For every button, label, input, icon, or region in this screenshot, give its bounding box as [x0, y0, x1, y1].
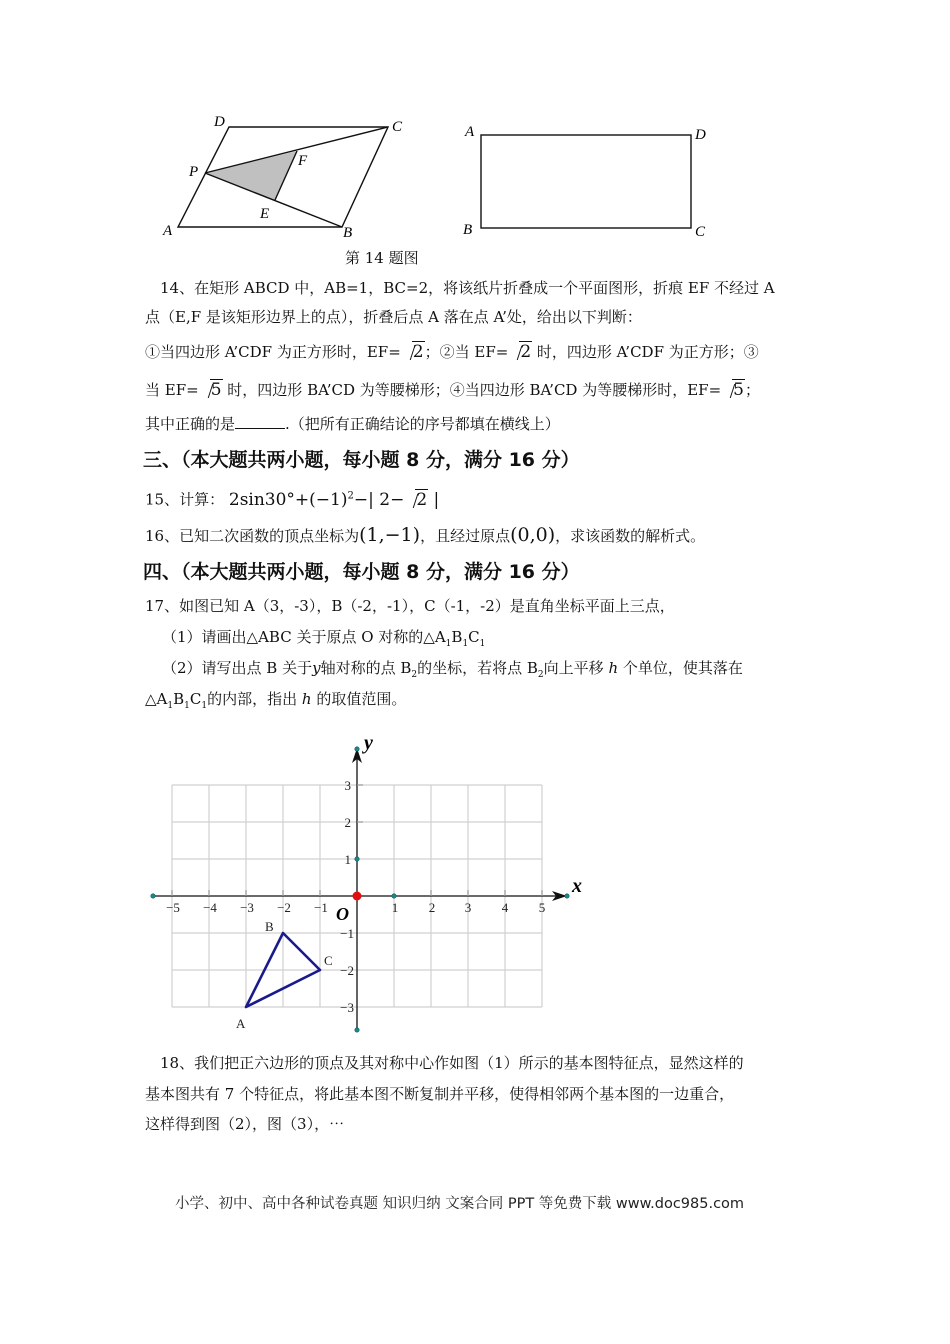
sqrt-2: 2 — [510, 342, 532, 362]
q18-line3: 这样得到图（2），图（3），⋯ — [145, 1115, 345, 1133]
label-D: D — [214, 114, 225, 130]
q17-part1: （1）请画出△ABC 关于原点 O 对称的$\triangle A_1B_1C_1$ — [162, 628, 486, 649]
q14-line1: 14、在矩形 ABCD 中，AB=1，BC=2，将该纸片折叠成一个平面图形，折痕 EF 不经过 A — [160, 279, 775, 297]
origin-point — [353, 892, 362, 901]
x-axis-label: x — [572, 875, 582, 897]
rect-label-D: D — [695, 127, 706, 143]
q18-line2: 基本图共有 7 个特征点，将此基本图不断复制并平移，使得相邻两个基本图的一边重合， — [145, 1085, 735, 1103]
svg-text:3: 3 — [464, 900, 472, 915]
label-C: C — [392, 119, 403, 135]
q18-line1: 18、我们把正六边形的顶点及其对称中心作如图（1）所示的基本图特征点，显然这样的 — [160, 1054, 744, 1072]
svg-text:3: 3 — [344, 778, 351, 793]
point-label-C: C — [324, 953, 333, 968]
svg-text:2: 2 — [344, 815, 351, 830]
svg-text:1: 1 — [344, 852, 351, 867]
svg-text:−1: −1 — [340, 926, 354, 941]
point-label-A: A — [236, 1016, 246, 1031]
svg-text:−4: −4 — [203, 900, 217, 915]
svg-text:−1: −1 — [314, 900, 328, 915]
svg-text:−2: −2 — [340, 963, 354, 978]
svg-text:1: 1 — [391, 900, 399, 915]
figure-14-parallelogram — [0, 0, 950, 260]
label-B: B — [343, 225, 353, 241]
y-axis-label: y — [364, 732, 373, 754]
svg-text:−2: −2 — [277, 900, 291, 915]
q16: 16、已知二次函数的顶点坐标为(1,−1)，且经过原点(0,0)，求该函数的解析式。 — [145, 524, 706, 546]
q14-line4: 当 EF= 5 时，四边形 BA’CD 为等腰梯形；④当四边形 BA’CD 为等腰梯形时，EF= 5； — [145, 380, 760, 400]
label-A: A — [163, 223, 173, 239]
sqrt-2: 2 — [403, 342, 425, 362]
q17-line4: $\triangle A_1B_1C_1$的内部，指出 h 的取值范围。 — [145, 690, 407, 711]
svg-text:−5: −5 — [166, 900, 180, 915]
origin-label: O — [336, 904, 349, 924]
label-F: F — [298, 153, 308, 169]
figure-14-rectangle — [481, 135, 691, 228]
svg-text:4: 4 — [501, 900, 509, 915]
figure-caption: 第 14 题图 — [345, 249, 419, 267]
svg-text:5: 5 — [538, 900, 546, 915]
sqrt-5: 5 — [201, 380, 223, 400]
rect-label-C: C — [695, 224, 706, 240]
section-3-heading: 三、（本大题共两小题，每小题 8 分，满分 16 分） — [143, 449, 580, 471]
q15-expression: $2\sin 30^\circ+(-1)^2-|$ 2− 2 | — [228, 489, 440, 510]
coordinate-plane — [0, 720, 950, 1050]
q17-part2: （2）请写出点 B 关于y轴对称的点 $B_2$的坐标，若将点 $B_2$向上平移 h 个单位，使其落在 — [162, 659, 743, 680]
rect-label-B: B — [463, 222, 473, 238]
q15: 15、计算： $2\sin 30^\circ+(-1)^2-|$ 2− 2 | — [145, 489, 440, 510]
q14-line5: 其中正确的是 .（把所有正确结论的序号都填在横线上） — [145, 415, 560, 433]
rect-label-A: A — [465, 124, 475, 140]
origin-coordinate: (0,0) — [510, 524, 556, 546]
section-4-heading: 四、（本大题共两小题，每小题 8 分，满分 16 分） — [143, 561, 580, 583]
svg-text:−3: −3 — [340, 1000, 354, 1015]
vertex-coordinate: (1,−1) — [359, 524, 421, 546]
q14-line3: ①当四边形 A’CDF 为正方形时，EF= 2；②当 EF= 2 时，四边形 A’CDF 为正方形；③ — [145, 342, 759, 362]
q17-line1: 17、如图已知 A（3，-3），B（-2，-1），C（-1，-2）是直角坐标平面上三点， — [145, 597, 675, 615]
q14-line3-a: ①当四边形 A’CDF 为正方形时，EF= — [145, 343, 401, 361]
point-label-B: B — [265, 919, 274, 934]
answer-blank[interactable] — [235, 414, 285, 429]
label-E: E — [260, 206, 270, 222]
footer-text: 小学、初中、高中各种试卷真题 知识归纳 文案合同 PPT 等免费下载 www.doc985.com — [175, 1196, 745, 1212]
svg-text:2: 2 — [428, 900, 436, 915]
svg-text:−3: −3 — [240, 900, 254, 915]
sqrt-5: 5 — [723, 380, 745, 400]
q14-line2: 点（E,F 是该矩形边界上的点），折叠后点 A 落在点 A’处，给出以下判断： — [145, 308, 642, 326]
label-P: P — [189, 164, 199, 180]
